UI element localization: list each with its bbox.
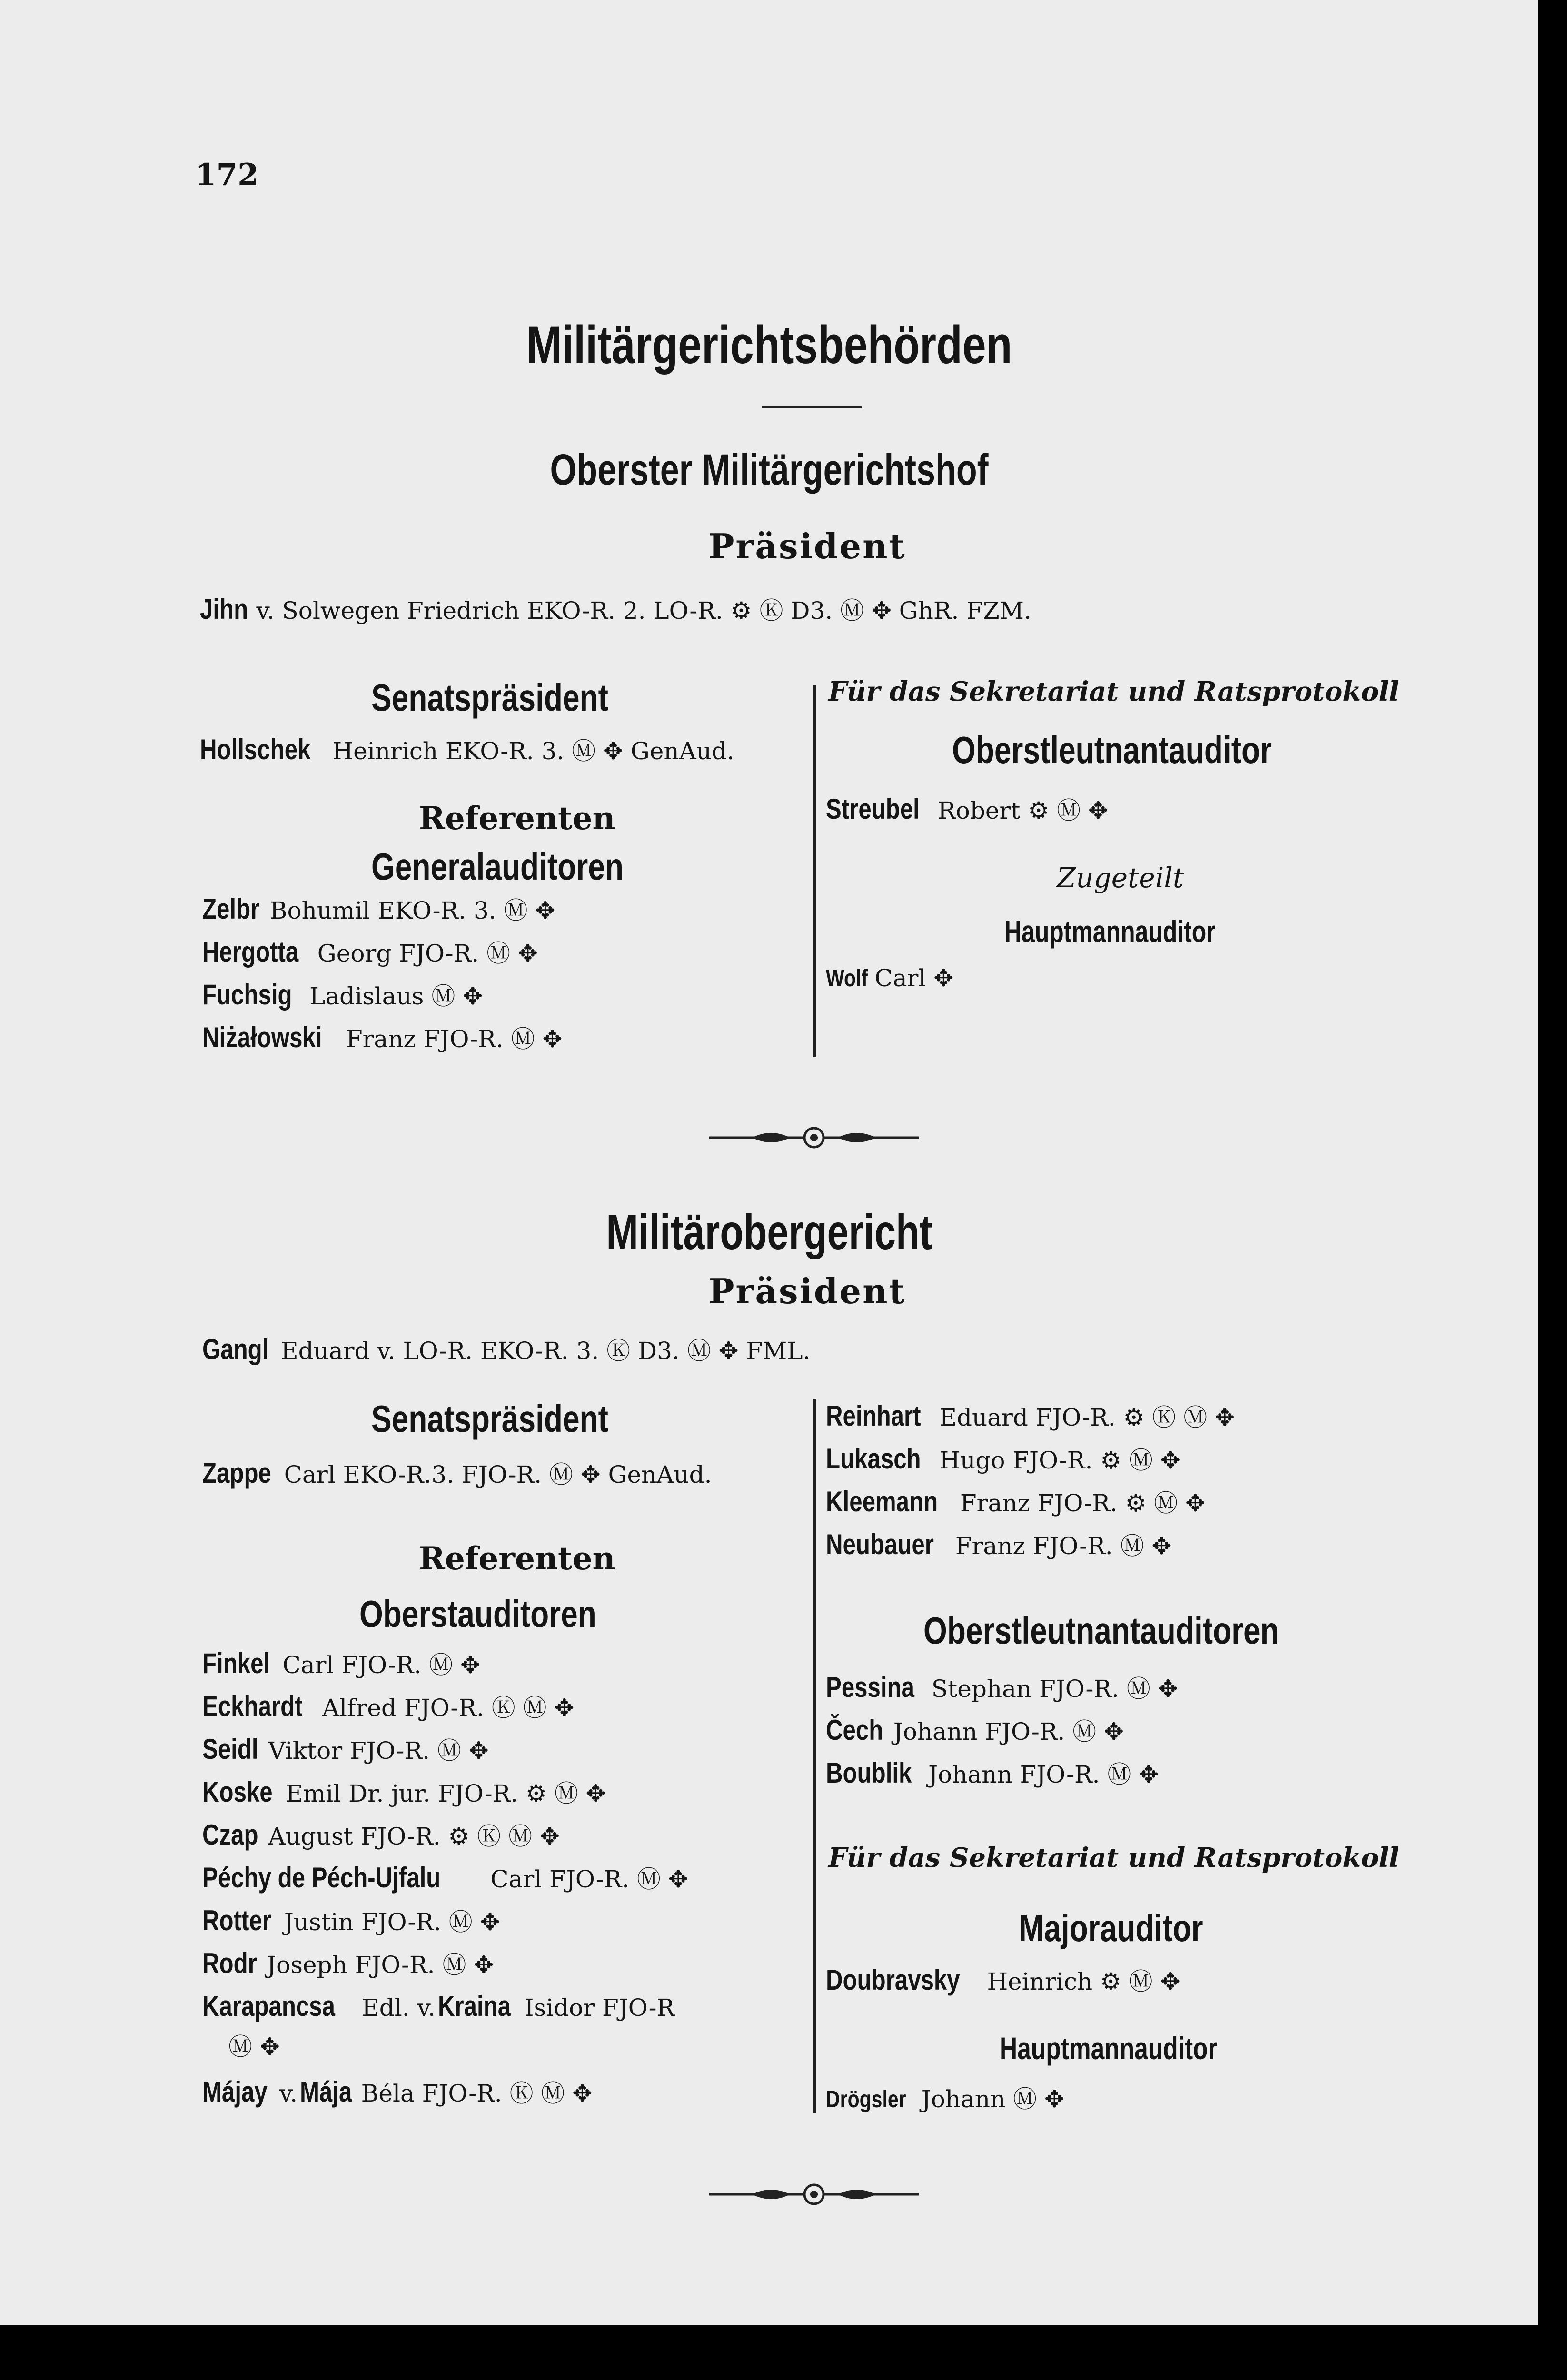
person-name: Mája [300, 2076, 352, 2108]
person-details: Franz FJO-R. Ⓜ ✥ [346, 1025, 563, 1053]
person-name: Kleemann [826, 1486, 938, 1517]
member-entry [202, 895, 555, 923]
person-name: Streubel [826, 793, 920, 825]
section1-senate-heading: Senatspräsident [371, 676, 608, 719]
person-details: Justin FJO-R. Ⓜ ✥ [284, 1908, 500, 1936]
section2-senate-heading: Senatspräsident [371, 1398, 608, 1440]
member-entry [202, 938, 538, 966]
section2-senate-entry [202, 1459, 712, 1488]
person-name: Seidl [202, 1733, 258, 1765]
person-details: v. Solwegen Friedrich EKO-R. 2. LO-R. ⚙ Ⓚ D3. Ⓜ ✥ GhR. FZM. [256, 597, 1031, 625]
ornament-divider-icon [709, 1123, 919, 1152]
person-details: Franz FJO-R. ⚙ Ⓜ ✥ [960, 1489, 1206, 1517]
person-name: Koske [202, 1776, 273, 1808]
scan-border-right [1538, 0, 1567, 2380]
person-details: Emil Dr. jur. FJO-R. ⚙ Ⓜ ✥ [286, 1780, 606, 1807]
person-name: Niżałowski [202, 1021, 322, 1053]
section1-senate-entry [200, 735, 734, 764]
person-details: Viktor FJO-R. Ⓜ ✥ [268, 1737, 489, 1765]
person-details: Heinrich EKO-R. 3. Ⓜ ✥ GenAud. [332, 737, 734, 765]
member-entry [826, 1530, 1171, 1559]
person-name: Fuchsig [202, 979, 292, 1011]
person-details: Edl. v. [362, 1994, 436, 2022]
section1-column-divider [813, 685, 816, 1057]
person-name: Neubauer [826, 1528, 934, 1560]
member-entry [202, 1692, 574, 1721]
person-name: Doubravsky [826, 1964, 960, 1996]
section2-column-divider [813, 1399, 816, 2113]
person-name: Gangl [202, 1333, 269, 1365]
section2-major-entry [826, 1966, 1180, 1994]
scan-border-bottom [0, 2325, 1567, 2380]
person-name: Zelbr [202, 893, 260, 925]
main-title: Militärgerichtsbehörden [526, 315, 1012, 375]
person-details: Eduard FJO-R. ⚙ Ⓚ Ⓜ ✥ [939, 1404, 1235, 1431]
member-entry [202, 1778, 606, 1806]
section2-secretariat: Für das Sekretariat und Ratsprotokoll [828, 1842, 1399, 1874]
person-details: Johann FJO-R. Ⓜ ✥ [893, 1718, 1124, 1745]
person-name: Reinhart [826, 1400, 921, 1432]
person-name: Rotter [202, 1904, 271, 1936]
person-name: Czap [202, 1819, 258, 1851]
person-details: Joseph FJO-R. Ⓜ ✥ [267, 1951, 494, 1979]
person-name: Pessina [826, 1671, 914, 1703]
person-details: Georg FJO-R. Ⓜ ✥ [317, 940, 538, 967]
section2-rank-heading: Oberstauditoren [359, 1593, 596, 1635]
member-entry [202, 1992, 674, 2021]
section1-right-member [826, 795, 1108, 823]
section1-assigned-member [826, 966, 953, 990]
section1-secretariat: Für das Sekretariat und Ratsprotokoll [828, 676, 1399, 707]
ornament-divider-icon [709, 2180, 919, 2209]
person-name: Boublik [826, 1757, 912, 1789]
member-entry [202, 1906, 500, 1935]
person-details: Stephan FJO-R. Ⓜ ✥ [931, 1675, 1178, 1703]
member-entry [202, 2078, 592, 2106]
person-name: Čech [826, 1714, 883, 1746]
member-entry [202, 981, 483, 1009]
member-entry [826, 1673, 1178, 1702]
person-details: Ladislaus Ⓜ ✥ [309, 982, 483, 1010]
section1-president-entry [200, 595, 1031, 624]
person-name: Eckhardt [202, 1690, 303, 1722]
person-details: Alfred FJO-R. Ⓚ Ⓜ ✥ [322, 1694, 575, 1722]
person-name: Kraina [437, 1990, 511, 2022]
person-details: Carl EKO-R.3. FJO-R. Ⓜ ✥ GenAud. [284, 1461, 712, 1488]
person-details: Isidor FJO-R [524, 1994, 675, 2022]
section1-title: Oberster Militärgerichtshof [550, 446, 989, 494]
person-details: Carl FJO-R. Ⓜ ✥ [282, 1651, 481, 1679]
person-name: Rodr [202, 1947, 257, 1979]
person-details: Carl ✥ [874, 964, 954, 992]
person-details: Hugo FJO-R. ⚙ Ⓜ ✥ [939, 1447, 1180, 1474]
section2-president-entry [202, 1335, 810, 1364]
person-details: Béla FJO-R. Ⓚ Ⓜ ✥ [361, 2080, 593, 2107]
section2-title: Militärobergericht [606, 1205, 932, 1260]
section1-sub-rank: Hauptmannauditor [1004, 914, 1216, 949]
person-name: Wolf [826, 965, 868, 992]
section2-president-heading: Präsident [708, 1271, 906, 1311]
person-name: Lukasch [826, 1443, 921, 1475]
person-details: Heinrich ⚙ Ⓜ ✥ [987, 1968, 1180, 1995]
person-name: Finkel [202, 1647, 270, 1679]
person-details: August FJO-R. ⚙ Ⓚ Ⓜ ✥ [268, 1823, 560, 1850]
section1-rank-heading: Generalauditoren [371, 845, 624, 888]
member-entry-continuation: Ⓜ ✥ [228, 2033, 280, 2061]
member-entry [826, 1488, 1205, 1516]
member-entry [202, 1864, 688, 1892]
section2-referenten-heading: Referenten [419, 1540, 615, 1577]
member-entry [202, 1949, 494, 1978]
section1-referenten-heading: Referenten [419, 800, 615, 837]
person-name: Hergotta [202, 936, 299, 968]
person-details: Bohumil EKO-R. 3. Ⓜ ✥ [269, 897, 555, 924]
member-entry [202, 1649, 480, 1678]
person-details: Johann Ⓜ ✥ [921, 2085, 1064, 2113]
person-details: Eduard v. LO-R. EKO-R. 3. Ⓚ D3. Ⓜ ✥ FML. [281, 1337, 811, 1365]
person-name: Péchy de Péch-Ujfalu [202, 1862, 441, 1894]
person-details: Carl FJO-R. Ⓜ ✥ [490, 1865, 688, 1893]
section2-right-rank-heading: Oberstleutnantauditoren [923, 1609, 1279, 1652]
person-name: Jihn [200, 593, 248, 625]
section2-captain-heading: Hauptmannauditor [1000, 2031, 1218, 2066]
person-name: Májay [202, 2076, 268, 2108]
person-name: Drögsler [826, 2086, 906, 2112]
member-entry [202, 1735, 489, 1764]
member-entry [826, 1759, 1159, 1787]
person-name: Hollschek [200, 734, 311, 765]
person-details: Johann FJO-R. Ⓜ ✥ [928, 1761, 1159, 1788]
section1-assigned: Zugeteilt [1057, 862, 1184, 894]
section1-right-rank-heading: Oberstleutnantauditor [952, 729, 1272, 771]
member-entry [202, 1821, 560, 1849]
title-rule [762, 406, 862, 408]
person-details: v. [279, 2080, 298, 2107]
person-name: Zappe [202, 1457, 271, 1489]
person-details: Robert ⚙ Ⓜ ✥ [938, 797, 1108, 824]
page-number: 172 [195, 157, 259, 193]
section2-major-heading: Majorauditor [1019, 1907, 1203, 1949]
member-entry [202, 1023, 562, 1052]
person-details: Franz FJO-R. Ⓜ ✥ [955, 1532, 1172, 1560]
member-entry [826, 1716, 1124, 1745]
member-entry [826, 1402, 1235, 1430]
section2-captain-entry [826, 2087, 1064, 2111]
member-entry [826, 1445, 1180, 1473]
section1-president-heading: Präsident [708, 526, 906, 566]
person-name: Karapancsa [202, 1990, 335, 2022]
